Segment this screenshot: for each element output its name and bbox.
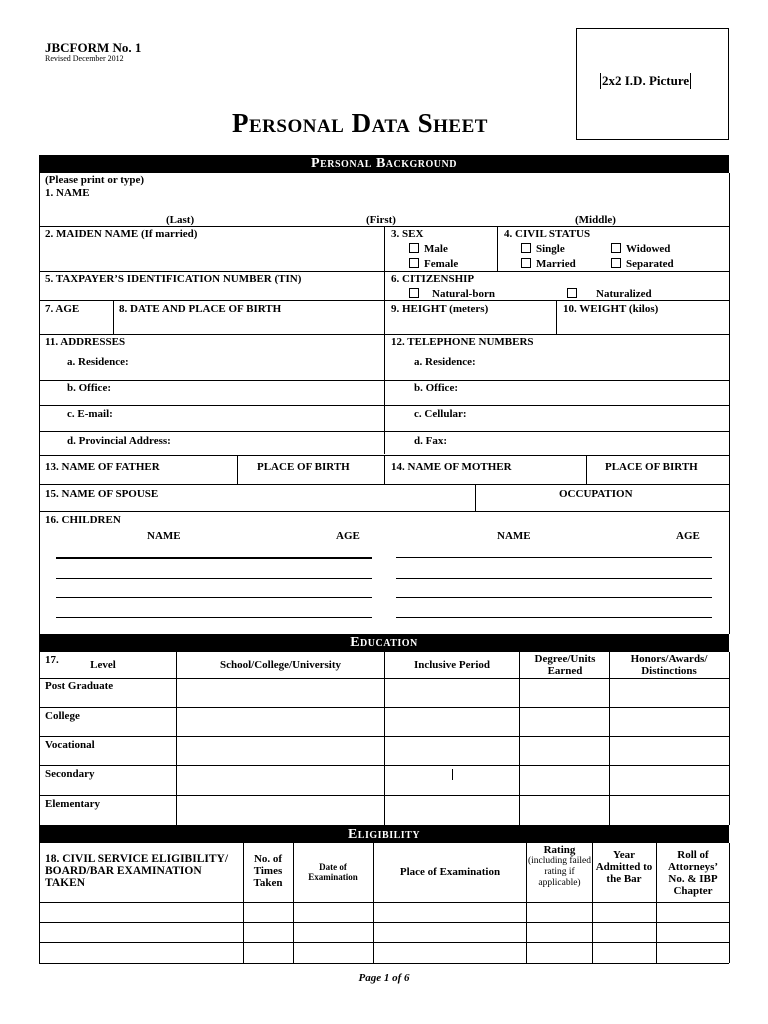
father-place-of-birth-label: PLACE OF BIRTH xyxy=(257,461,350,473)
mother-name-label: 14. NAME OF MOTHER xyxy=(391,461,512,473)
education-header-honors: Honors/Awards/ Distinctions xyxy=(630,653,708,677)
checkbox-married[interactable] xyxy=(521,258,531,268)
education-level-vocational: Vocational xyxy=(45,739,95,751)
middle-name-caption: (Middle) xyxy=(575,214,616,226)
education-level-secondary: Secondary xyxy=(45,768,95,780)
telephone-residence-label: a. Residence: xyxy=(414,356,476,368)
photo-box-label: 2x2 I.D. Picture xyxy=(602,73,690,88)
eligibility-header-roll: Roll of Attorneys’ No. & IBP Chapter xyxy=(667,849,719,897)
education-header-school: School/College/University xyxy=(220,659,341,671)
mother-place-of-birth-label: PLACE OF BIRTH xyxy=(605,461,698,473)
education-item-number: 17. xyxy=(45,654,59,666)
rating-subtitle: (including failed rating if applicable) xyxy=(527,856,592,888)
tin-label: 5. TAXPAYER’S IDENTIFICATION NUMBER (TIN) xyxy=(45,273,302,285)
address-residence-label: a. Residence: xyxy=(67,356,129,368)
spouse-name-label: 15. NAME OF SPOUSE xyxy=(45,488,159,500)
status-single-option[interactable]: Single xyxy=(521,243,565,255)
checkbox-separated[interactable] xyxy=(611,258,621,268)
section-band-education: Education xyxy=(39,634,729,652)
child-line-3a[interactable] xyxy=(56,597,372,598)
education-header-degree: Degree/Units Earned xyxy=(534,653,596,677)
first-name-caption: (First) xyxy=(366,214,396,226)
name-label: 1. NAME xyxy=(45,187,90,199)
eligibility-header-place: Place of Examination xyxy=(399,866,501,878)
height-label: 9. HEIGHT (meters) xyxy=(391,303,489,315)
date-place-birth-label: 8. DATE AND PLACE OF BIRTH xyxy=(119,303,282,315)
print-instruction: (Please print or type) xyxy=(45,174,145,186)
education-level-post-graduate: Post Graduate xyxy=(45,680,114,692)
eligibility-header-rating xyxy=(527,844,592,889)
section-band-eligibility: Eligibility xyxy=(39,826,729,843)
section-band-personal: Personal Background xyxy=(39,155,729,173)
address-provincial-label: d. Provincial Address: xyxy=(67,435,171,447)
child-line-2b[interactable] xyxy=(396,578,712,579)
telephone-label: 12. TELEPHONE NUMBERS xyxy=(391,336,534,348)
last-name-caption: (Last) xyxy=(166,214,195,226)
page-title: Personal Data Sheet xyxy=(232,108,488,138)
eligibility-header-date: Date of Examination xyxy=(308,862,358,882)
page-number: Page 1 of 6 xyxy=(358,972,410,984)
education-level-elementary: Elementary xyxy=(45,798,100,810)
maiden-name-label: 2. MAIDEN NAME (If married) xyxy=(45,228,198,240)
child-line-1b[interactable] xyxy=(396,557,712,558)
education-header-period: Inclusive Period xyxy=(413,659,491,671)
addresses-label: 11. ADDRESSES xyxy=(45,336,126,348)
citizenship-natural-born-option[interactable]: Natural-born xyxy=(409,288,495,300)
revision-date: Revised December 2012 xyxy=(45,54,124,63)
eligibility-header-times: No. of Times Taken xyxy=(253,853,283,889)
checkbox-single[interactable] xyxy=(521,243,531,253)
address-email-label: c. E-mail: xyxy=(67,408,113,420)
telephone-fax-label: d. Fax: xyxy=(414,435,447,447)
child-line-4a[interactable] xyxy=(56,617,372,618)
form-number: JBCFORM No. 1 xyxy=(45,40,142,55)
checkbox-widowed[interactable] xyxy=(611,243,621,253)
child-line-1a[interactable] xyxy=(56,557,372,559)
children-age-header-1: AGE xyxy=(336,530,360,542)
status-widowed-option[interactable]: Widowed xyxy=(611,243,670,255)
telephone-cellular-label: c. Cellular: xyxy=(414,408,467,420)
sex-male-option[interactable]: Male xyxy=(409,243,448,255)
rating-title: Rating xyxy=(543,844,576,856)
text-cursor-mark xyxy=(452,769,453,780)
eligibility-header-year-admitted: Year Admitted to the Bar xyxy=(595,849,653,885)
status-separated-option[interactable]: Separated xyxy=(611,258,674,270)
children-name-header-2: NAME xyxy=(497,530,531,542)
education-header-level: Level xyxy=(90,659,116,671)
child-line-2a[interactable] xyxy=(56,578,372,579)
checkbox-male[interactable] xyxy=(409,243,419,253)
address-office-label: b. Office: xyxy=(67,382,111,394)
spouse-occupation-label: OCCUPATION xyxy=(559,488,633,500)
weight-label: 10. WEIGHT (kilos) xyxy=(563,303,659,315)
child-line-3b[interactable] xyxy=(396,597,712,598)
telephone-office-label: b. Office: xyxy=(414,382,458,394)
father-name-label: 13. NAME OF FATHER xyxy=(45,461,160,473)
checkbox-naturalized[interactable] xyxy=(567,288,577,298)
children-name-header-1: NAME xyxy=(147,530,181,542)
children-age-header-2: AGE xyxy=(676,530,700,542)
citizenship-naturalized-option[interactable]: Naturalized xyxy=(567,288,652,300)
checkbox-natural-born[interactable] xyxy=(409,288,419,298)
sex-female-option[interactable]: Female xyxy=(409,258,458,270)
sex-label: 3. SEX xyxy=(391,228,424,240)
status-married-option[interactable]: Married xyxy=(521,258,576,270)
age-label: 7. AGE xyxy=(45,303,80,315)
children-label: 16. CHILDREN xyxy=(45,514,121,526)
civil-status-label: 4. CIVIL STATUS xyxy=(504,228,591,240)
eligibility-header-exam: 18. CIVIL SERVICE ELIGIBILITY/ BOARD/BAR EXAMINATION TAKEN xyxy=(45,853,229,889)
citizenship-label: 6. CITIZENSHIP xyxy=(391,273,475,285)
checkbox-female[interactable] xyxy=(409,258,419,268)
child-line-4b[interactable] xyxy=(396,617,712,618)
education-level-college: College xyxy=(45,710,80,722)
